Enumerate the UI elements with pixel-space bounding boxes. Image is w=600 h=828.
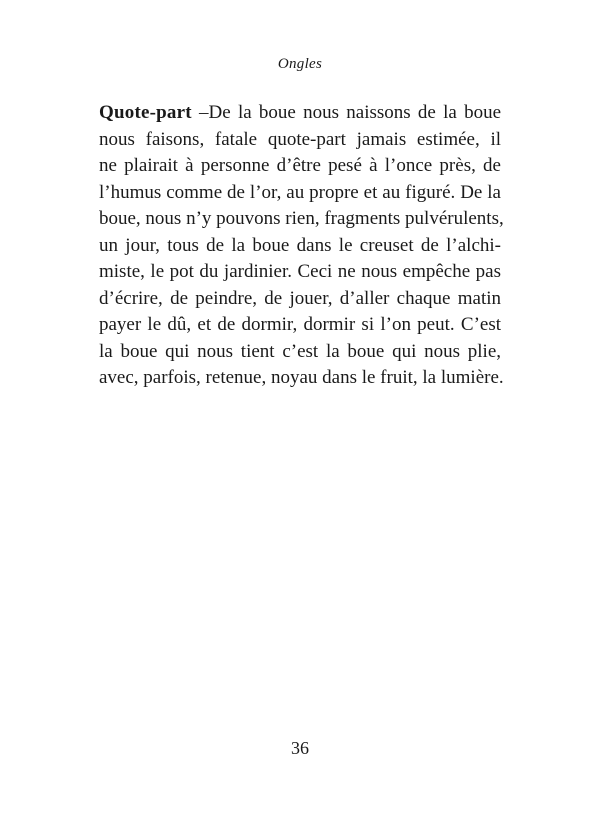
text-line: ne plairait à personne d’être pesé à l’once près, de [99,155,501,176]
text-line: nous faisons, fatale quote-part jamais estimée, il [99,128,501,150]
text-line: l’humus comme de l’or, au propre et au figuré. De la [99,181,501,203]
running-head: Ongles [277,56,323,72]
text-line: la boue qui nous tient c’est la boue qui nous plie, [99,340,501,362]
text-line: boue, nous n’y pouvons rien, fragments pulvérulents, [99,208,504,229]
text-line: miste, le pot du jardinier. Ceci ne nous empêche pas [99,261,501,282]
text-line: avec, parfois, retenue, noyau dans le fruit, la lumière. [99,367,504,388]
page-number: 36 [291,738,309,758]
entry-dash: – [191,102,209,123]
text-line: un jour, tous de la boue dans le creuset de l’alchi- [99,234,501,256]
line-text: De la boue nous naissons de la boue [208,102,502,123]
text-line [99,100,501,127]
text-line: payer le dû, et de dormir, dormir si l’on peut. C’est [99,314,501,335]
entry-text [99,100,504,392]
text-line: d’écrire, de peindre, de jouer, d’aller chaque matin [99,287,501,309]
entry-term: Quote-part [99,102,192,123]
